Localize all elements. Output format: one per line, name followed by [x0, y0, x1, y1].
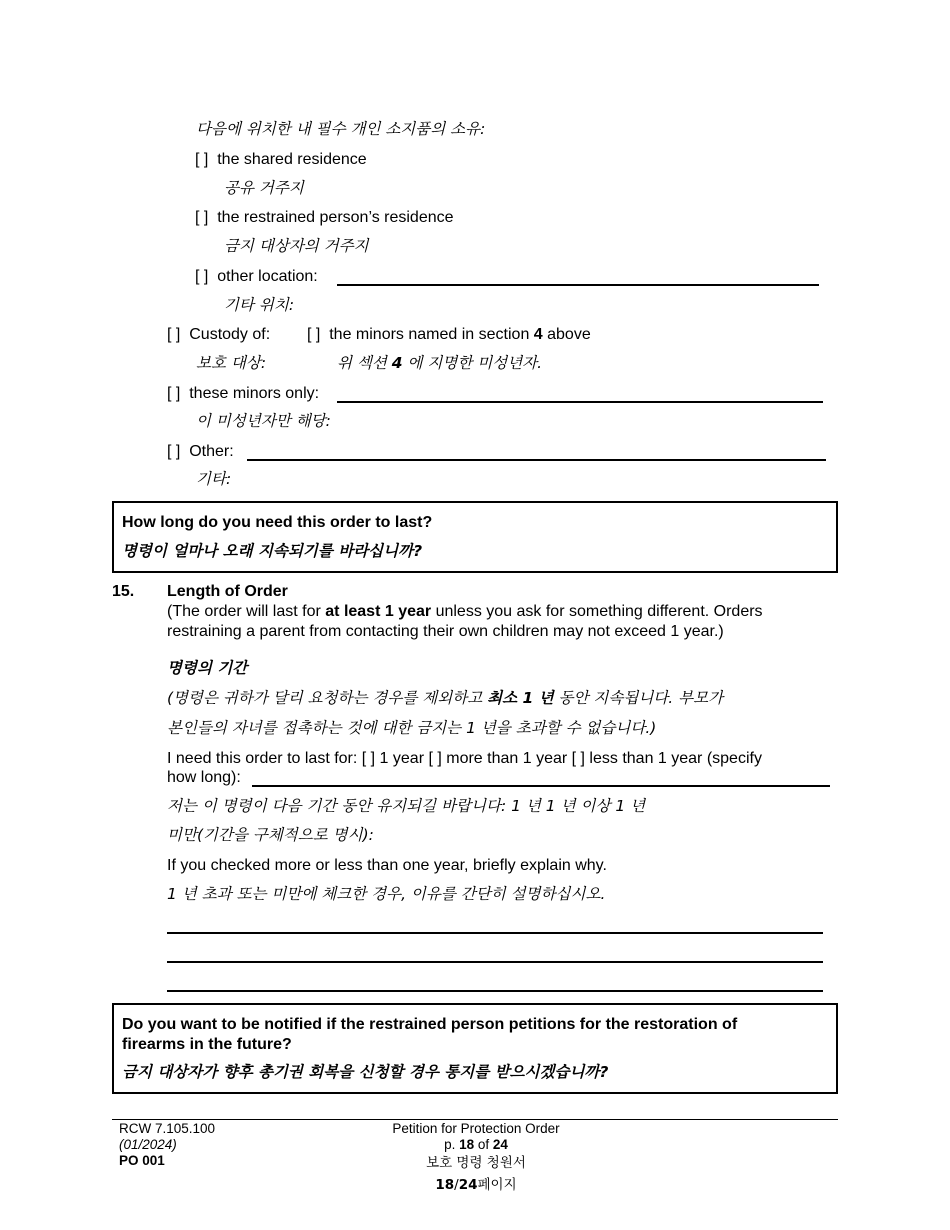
section-number: 15. [112, 583, 135, 600]
other-label: Other: [189, 443, 234, 460]
custody-label: Custody of: [189, 326, 271, 343]
these-minors-input-line[interactable] [337, 401, 823, 403]
footer-title-ko: 보호 명령 청원서 [426, 1155, 526, 1171]
order-length-choices-ko-line2: 미만(기간을 구체적으로 명시): [167, 826, 374, 844]
order-length-question-ko: 명령이 얼마나 오래 지속되기를 바라십니까? [122, 542, 423, 560]
shared-residence-label-ko: 공유 거주지 [224, 179, 304, 197]
other-input-line[interactable] [247, 459, 826, 461]
other-location-label: other location: [217, 268, 318, 285]
footer-rcw: RCW 7.105.100 [119, 1121, 216, 1136]
custody-label-ko: 보호 대상: [196, 354, 267, 372]
checkbox[interactable]: [ ] [195, 209, 209, 226]
footer-form-number: PO 001 [119, 1153, 165, 1168]
checkbox[interactable]: [ ] [195, 268, 209, 285]
checkbox[interactable]: [ ] [307, 326, 321, 343]
custody-minors-option[interactable] [307, 326, 591, 344]
order-length-choices-ko: 저는 이 명령이 다음 기간 동안 유지되길 바랍니다: 1 년 1 년 이상 1 년 [167, 797, 646, 815]
firearms-notify-question-ko: 금지 대상자가 향후 총기권 회복을 신청할 경우 통지를 받으시겠습니까? [122, 1063, 609, 1081]
these-minors-option[interactable] [167, 385, 319, 403]
other-label-ko: 기타: [196, 470, 232, 488]
checkbox[interactable]: [ ] [195, 151, 209, 168]
section-description-ko-line2: 본인들의 자녀를 접촉하는 것에 대한 금지는 1 년을 초과할 수 없습니다.) [167, 719, 657, 737]
footer-page-ko: 18/24페이지 [435, 1177, 517, 1193]
footer-date: (01/2024) [119, 1137, 177, 1152]
custody-option[interactable] [167, 326, 270, 344]
section-title-ko: 명령의 기간 [167, 659, 248, 677]
footer-title: Petition for Protection Order [392, 1121, 560, 1136]
other-location-option[interactable] [195, 268, 318, 286]
other-location-label-ko: 기타 위치: [224, 296, 295, 314]
other-option[interactable] [167, 443, 234, 461]
footer-page: p. 18 of 24 [444, 1137, 508, 1152]
these-minors-label: these minors only: [189, 385, 320, 402]
explain-line-2[interactable] [167, 961, 823, 963]
section-description-line2: restraining a parent from contacting their own children may not exceed 1 year.) [167, 623, 724, 640]
checkbox[interactable]: [ ] [167, 443, 181, 460]
section-title: Length of Order [167, 583, 288, 600]
firearms-notify-question-box [112, 1003, 838, 1094]
firearms-notify-question: Do you want to be notified if the restrained person petitions for the restoration of [122, 1016, 738, 1033]
belongings-intro-ko: 다음에 위치한 내 필수 개인 소지품의 소유: [196, 120, 486, 138]
footer-left [119, 1121, 215, 1169]
order-length-choices[interactable]: I need this order to last for: [ ] 1 year [ ] more than 1 year [ ] less than 1 year (specify [167, 750, 762, 767]
explain-instructions: If you checked more or less than one year, briefly explain why. [167, 857, 607, 874]
checkbox[interactable]: [ ] [167, 326, 181, 343]
explain-line-3[interactable] [167, 990, 823, 992]
firearms-notify-question-line2: firearms in the future? [122, 1036, 292, 1053]
restrained-residence-label-ko: 금지 대상자의 거주지 [224, 237, 369, 255]
section-description: (The order will last for at least 1 year unless you ask for something different. Orders [167, 603, 763, 620]
shared-residence-label: the shared residence [217, 151, 367, 168]
restrained-residence-option[interactable] [195, 209, 454, 227]
footer-rule [112, 1119, 838, 1120]
order-length-specify-label: how long): [167, 769, 241, 786]
custody-minors-label-ko: 위 섹션 4 에 지명한 미성년자. [337, 354, 543, 372]
section-description-ko: (명령은 귀하가 달리 요청하는 경우를 제외하고 최소 1 년 동안 지속됩니다. 부모가 [167, 689, 724, 707]
footer-center [376, 1121, 576, 1193]
shared-residence-option[interactable] [195, 151, 367, 169]
order-length-question-box [112, 501, 838, 573]
custody-minors-label: the minors named in section 4 above [329, 326, 591, 343]
these-minors-label-ko: 이 미성년자만 해당: [196, 412, 331, 430]
explain-instructions-ko: 1 년 초과 또는 미만에 체크한 경우, 이유를 간단히 설명하십시오. [167, 885, 606, 903]
checkbox[interactable]: [ ] [167, 385, 181, 402]
order-length-specify-line[interactable] [252, 785, 830, 787]
explain-line-1[interactable] [167, 932, 823, 934]
other-location-input-line[interactable] [337, 284, 819, 286]
restrained-residence-label: the restrained person’s residence [217, 209, 454, 226]
order-length-question: How long do you need this order to last? [122, 514, 433, 531]
